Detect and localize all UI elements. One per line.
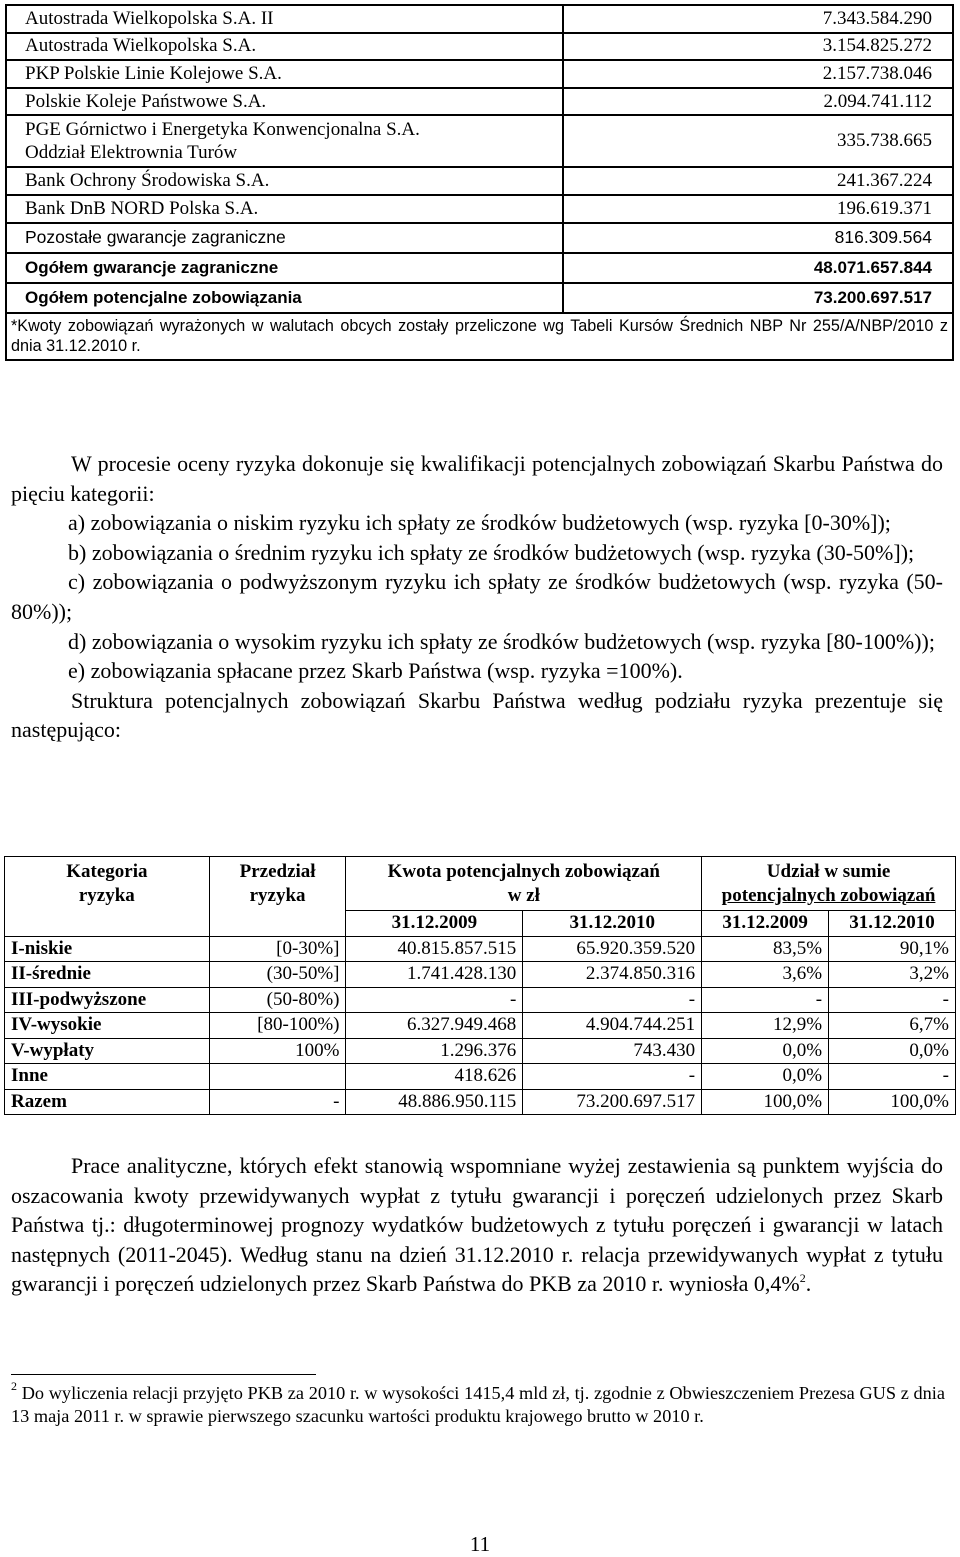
range-cell: [80-100%) [209,1013,346,1039]
guarantee-amount: 3.154.825.272 [563,33,953,61]
guarantees-table [5,4,954,361]
table-row [6,33,953,61]
amount-2010-cell: - [523,987,702,1013]
share-2010-cell: 0,0% [829,1038,956,1064]
guarantor-name: Autostrada Wielkopolska S.A. II [6,5,563,33]
category-cell: I-niskie [5,936,210,962]
footnote-number: 2 [11,1379,17,1393]
guarantee-amount: 7.343.584.290 [563,5,953,33]
guarantor-name: Polskie Koleje Państwowe S.A. [6,88,563,116]
share-2009-cell: 100,0% [702,1089,829,1115]
header-przedzial [209,857,346,937]
table-row [5,987,956,1013]
guarantor-name-line: PGE Górnictwo i Energetyka Konwencjonalna S.A. [25,119,420,141]
range-cell: (50-80%) [209,987,346,1013]
table-total-row [5,1089,956,1115]
share-2009-cell: - [702,987,829,1013]
guarantee-amount: 2.157.738.046 [563,60,953,88]
category-cell: Inne [5,1064,210,1090]
guarantor-name: Autostrada Wielkopolska S.A. [6,33,563,61]
header-przedzial-line: Przedział [239,861,316,882]
amount-2009-cell: - [346,987,523,1013]
table-row [6,60,953,88]
guarantor-name: Bank Ochrony Środowiska S.A. [6,167,563,195]
analysis-text: Prace analityczne, których efekt stanowią wspomniane wyżej zestawienia są punktem wyjścia do oszacowania kwoty przewidywanych wypłat z tytułu gwarancji i poręczeń udzielonych przez Skarb Państwa tj.: długoterminowej prognozy wydatków budżetowych z tytułu poręczeń i gwarancji w latach następnych (2011-2045). Według stanu na dzień 31.12.2010 r. relacja przewidywanych wypłat z tytułu gwarancji i poręczeń udzielonych przez Skarb Państwa do PKB za 2010 r. wyniosła 0,4% [11,1153,943,1297]
date-header: 31.12.2010 [523,911,702,937]
share-2010-cell: 3,2% [829,962,956,988]
table-row [6,5,953,33]
table-header-row [5,857,956,911]
table-row [6,223,953,253]
total-row [6,253,953,283]
structure-text: Struktura potencjalnych zobowiązań Skarbu Państwa według podziału ryzyka prezentuje się następująco: [11,687,943,743]
page-number: 11 [469,1532,491,1556]
header-udzial [702,857,956,911]
share-2009-cell: 12,9% [702,1013,829,1039]
guarantor-name [6,115,563,167]
table-row [5,1038,956,1064]
category-cell: III-podwyższone [5,987,210,1013]
guarantee-amount: 196.619.371 [563,195,953,223]
table-row [6,88,953,116]
table-row [6,115,953,167]
header-udzial-line: potencjalnych zobowiązań [721,885,936,906]
range-cell [209,1064,346,1090]
date-header: 31.12.2009 [702,911,829,937]
amount-2010-cell: 4.904.744.251 [523,1013,702,1039]
share-2009-cell: 3,6% [702,962,829,988]
header-kategoria-line: ryzyka [78,885,135,906]
category-cell: V-wypłaty [5,1038,210,1064]
date-header: 31.12.2010 [829,911,956,937]
amount-2010-cell: 73.200.697.517 [523,1089,702,1115]
share-2009-cell: 0,0% [702,1038,829,1064]
amount-2009-cell: 6.327.949.468 [346,1013,523,1039]
header-kwota-line: Kwota potencjalnych zobowiązań [387,861,660,882]
header-udzial-line: Udział w sumie [766,861,891,882]
amount-2009-cell: 418.626 [346,1064,523,1090]
header-kwota-line: w zł [507,885,540,906]
table-row [5,1064,956,1090]
category-cell: Razem [5,1089,210,1115]
guarantor-name: Pozostałe gwarancje zagraniczne [6,223,563,253]
table-row [5,936,956,962]
range-cell: - [209,1089,346,1115]
risk-structure-table [4,856,956,1115]
table-row [6,195,953,223]
risk-category-c: c) zobowiązania o podwyższonym ryzyku ich spłaty ze środków budżetowych (wsp. ryzyka (50-80%)); [11,569,943,624]
guarantee-amount: 335.738.665 [563,115,953,167]
share-2009-cell: 83,5% [702,936,829,962]
analysis-end: . [805,1271,812,1297]
amount-2009-cell: 1.741.428.130 [346,962,523,988]
range-cell: (30-50%] [209,962,346,988]
risk-category-e: e) zobowiązania spłacane przez Skarb Państwa (wsp. ryzyka =100%). [68,658,683,684]
share-2010-cell: 100,0% [829,1089,956,1115]
footnote-divider [11,1374,316,1375]
risk-intro-paragraph [11,449,943,508]
amount-2010-cell: - [523,1064,702,1090]
footnote [11,1379,945,1428]
share-2010-cell: - [829,1064,956,1090]
share-2010-cell: 6,7% [829,1013,956,1039]
header-przedzial-line: ryzyka [249,885,306,906]
footnote-ref: 2 [799,1271,806,1286]
analysis-paragraph [11,1151,943,1299]
guarantee-amount: 241.367.224 [563,167,953,195]
category-cell: IV-wysokie [5,1013,210,1039]
amount-2009-cell: 1.296.376 [346,1038,523,1064]
structure-paragraph [11,686,943,745]
share-2010-cell: - [829,987,956,1013]
total-potential-label: Ogółem potencjalne zobowiązania [6,283,563,313]
footnote-text: Do wyliczenia relacji przyjęto PKB za 2010 r. w wysokości 1415,4 mld zł, tj. zgodnie z Obwieszczeniem Prezesa GUS z dnia 13 maja 2011 r. w sprawie pierwszego szacunku wartości produktu krajowego brutto w 2010 r. [11,1383,945,1426]
table-row [6,167,953,195]
share-2009-cell: 0,0% [702,1064,829,1090]
total-foreign-label: Ogółem gwarancje zagraniczne [6,253,563,283]
share-2010-cell: 90,1% [829,936,956,962]
guarantee-amount: 816.309.564 [563,223,953,253]
risk-category-a: a) zobowiązania o niskim ryzyku ich spłaty ze środków budżetowych (wsp. ryzyka [0-30%]); [68,510,891,536]
range-cell: 100% [209,1038,346,1064]
risk-intro-text: W procesie oceny ryzyka dokonuje się kwalifikacji potencjalnych zobowiązań Skarbu Państwa do pięciu kategorii: [11,451,943,506]
risk-category-b: b) zobowiązania o średnim ryzyku ich spłaty ze środków budżetowych (wsp. ryzyka (30-50%]); [68,539,915,565]
total-row [6,283,953,313]
guarantee-amount: 2.094.741.112 [563,88,953,116]
amount-2010-cell: 2.374.850.316 [523,962,702,988]
risk-category-d: d) zobowiązania o wysokim ryzyku ich spłaty ze środków budżetowych (wsp. ryzyka [80-100%)); [68,628,935,654]
currency-note: *Kwoty zobowiązań wyrażonych w walutach obcych zostały przeliczone wg Tabeli Kursów Średnich NBP Nr 255/A/NBP/2010 z dnia 31.12.2010 r. [6,313,953,360]
total-potential-value: 73.200.697.517 [563,283,953,313]
range-cell: [0-30%] [209,936,346,962]
guarantor-name: Bank DnB NORD Polska S.A. [6,195,563,223]
risk-intro-section [11,449,943,745]
date-header: 31.12.2009 [346,911,523,937]
note-row [6,313,953,360]
header-kategoria [5,857,210,937]
amount-2009-cell: 40.815.857.515 [346,936,523,962]
amount-2009-cell: 48.886.950.115 [346,1089,523,1115]
amount-2010-cell: 743.430 [523,1038,702,1064]
category-cell: II-średnie [5,962,210,988]
header-kategoria-line: Kategoria [66,861,148,882]
total-foreign-value: 48.071.657.844 [563,253,953,283]
header-kwota [346,857,702,911]
table-row [5,1013,956,1039]
guarantor-name-line: Oddział Elektrownia Turów [25,142,238,164]
table-row [5,962,956,988]
guarantor-name: PKP Polskie Linie Kolejowe S.A. [6,60,563,88]
amount-2010-cell: 65.920.359.520 [523,936,702,962]
